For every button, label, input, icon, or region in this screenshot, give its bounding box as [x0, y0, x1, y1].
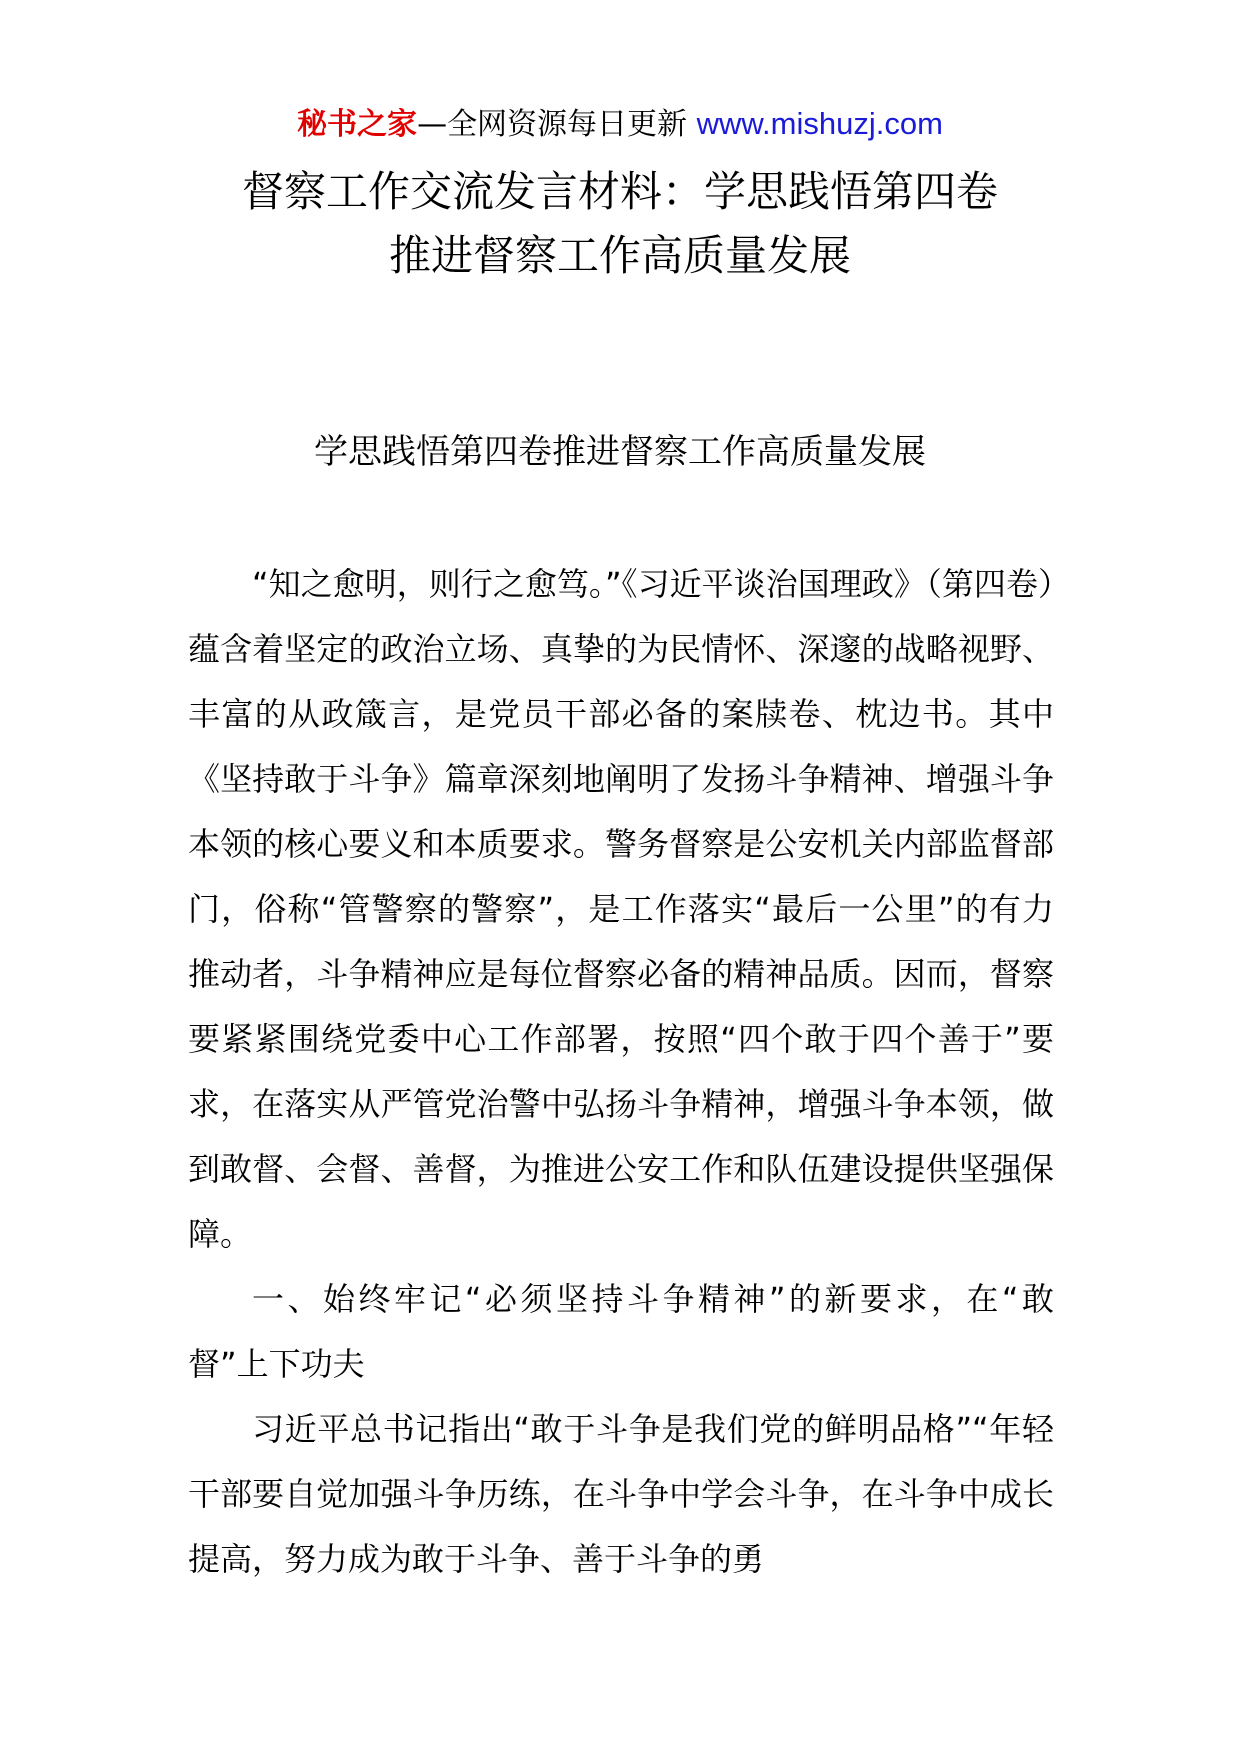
- header-tagline: —全网资源每日更新: [417, 107, 697, 142]
- title-line-2: 推进督察工作高质量发展: [388, 231, 851, 280]
- body-paragraph-intro: “知之愈明，则行之愈笃。”《习近平谈治国理政》（第四卷）蕴含着坚定的政治立场、真挚的为民情怀、深邃的战略视野、丰富的从政箴言，是党员干部必备的案牍卷、枕边书。其中《坚持敢于斗争》篇章深刻地阐明了发扬斗争精神、增强斗争本领的核心要义和本质要求。警务督察是公安机关内部监督部门，俗称“管警察的警察”，是工作落实“最后一公里”的有力推动者，斗争精神应是每位督察必备的精神品质。因而，督察要紧紧围绕党委中心工作部署，按照“四个敢于四个善于”要求，在落实从严管党治警中弘扬斗争精神，增强斗争本领，做到敢督、会督、善督，为推进公安工作和队伍建设提供坚强保障。: [188, 565, 1054, 1253]
- document-body: [188, 552, 1054, 1592]
- site-header: [0, 100, 1240, 149]
- section-heading-1: 一、始终牢记“必须坚持斗争精神”的新要求，在“敢督”上下功夫: [188, 1280, 1054, 1383]
- section-subtitle: 学思践悟第四卷推进督察工作高质量发展: [314, 432, 926, 472]
- brand-name: 秘书之家: [297, 107, 418, 142]
- site-url-link[interactable]: www.mishuzj.com: [696, 106, 943, 141]
- title-line-1: 督察工作交流发言材料：学思践悟第四卷: [241, 167, 998, 216]
- body-paragraph: 习近平总书记指出“敢于斗争是我们党的鲜明品格”“年轻干部要自觉加强斗争历练，在斗争中学会斗争，在斗争中成长提高，努力成为敢于斗争、善于斗争的勇: [188, 1410, 1054, 1578]
- document-title: [120, 160, 1120, 288]
